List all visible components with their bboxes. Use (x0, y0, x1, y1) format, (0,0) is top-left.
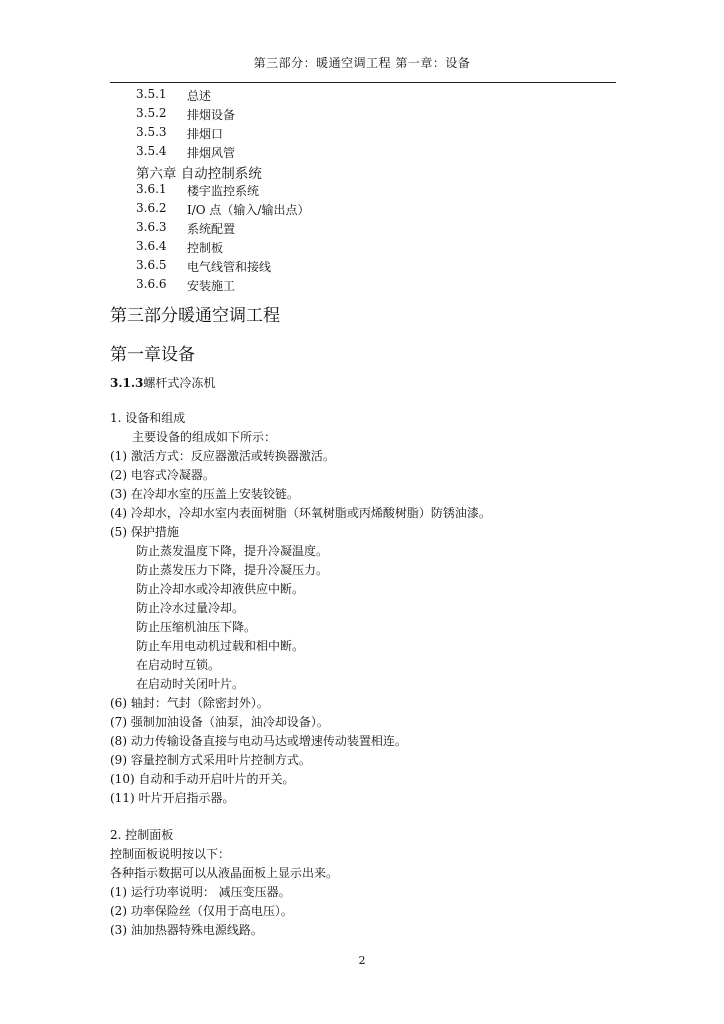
list-item: (6) 轴封：气封（除密封外）。 (110, 696, 269, 710)
sub-item: 防止蒸发压力下降，提升冷凝压力。 (136, 563, 329, 577)
page-number: 2 (358, 954, 366, 967)
sub-item: 在启动时关闭叶片。 (136, 677, 245, 691)
chapter-heading: 第一章设备 (110, 345, 195, 365)
list-item: (8) 动力传输设备直接与电动马达或增速传动装置相连。 (110, 734, 407, 748)
toc-entry-number: 3.6.3 (136, 220, 167, 234)
toc-entry-number: 3.6.4 (136, 239, 167, 253)
list-item: (10) 自动和手动开启叶片的开关。 (110, 772, 295, 786)
list-item: (7) 强制加油设备（油泵，油冷却设备）。 (110, 715, 329, 729)
sub-item: 防止冷却水或冷却液供应中断。 (136, 582, 305, 596)
section-heading (110, 374, 215, 391)
sub-item: 防止压缩机油压下降。 (136, 620, 257, 634)
toc-chapter-title: 第六章 自动控制系统 (136, 166, 262, 182)
toc-entry-title: I/O 点（输入/输出点） (187, 203, 310, 217)
part-heading: 第三部分暖通空调工程 (110, 306, 280, 326)
toc-entry-title: 排烟设备 (187, 108, 236, 122)
toc-entry-number: 3.6.1 (136, 182, 167, 196)
body-text: 各种指示数据可以从液晶面板上显示出来。 (110, 866, 339, 880)
toc-entry-title: 安装施工 (187, 279, 236, 293)
toc-entry-number: 3.5.4 (136, 144, 167, 158)
toc-entry-number: 3.6.6 (136, 277, 167, 291)
toc-entry-title: 电气线管和接线 (187, 260, 272, 274)
list-item: (1) 激活方式：反应器激活或转换器激活。 (110, 449, 335, 463)
toc-entry-title: 排烟口 (187, 127, 224, 141)
toc-entry-number: 3.5.3 (136, 125, 167, 139)
toc-entry-title: 控制板 (187, 241, 224, 255)
toc-entry-number: 3.5.1 (136, 87, 167, 101)
toc-entry-title: 排烟风管 (187, 146, 236, 160)
body-text: 主要设备的组成如下所示： (132, 430, 277, 444)
list-item: (2) 功率保险丝（仅用于高电压）。 (110, 904, 293, 918)
toc-entry-number: 3.5.2 (136, 106, 167, 120)
toc-entry-number: 3.6.5 (136, 258, 167, 272)
section-title: 螺杆式冷冻机 (143, 376, 216, 390)
list-item: (9) 容量控制方式采用叶片控制方式。 (110, 753, 311, 767)
list-item: (3) 在冷却水室的压盖上安装铰链。 (110, 487, 299, 501)
list-item: (3) 油加热器特殊电源线路。 (110, 923, 263, 937)
list-item: (2) 电容式冷凝器。 (110, 468, 215, 482)
sub-item: 防止蒸发温度下降，提升冷凝温度。 (136, 544, 329, 558)
toc-entry-title: 系统配置 (187, 222, 236, 236)
toc-entry-title: 总述 (187, 89, 212, 103)
numbered-heading: 1. 设备和组成 (110, 411, 186, 425)
sub-item: 防止车用电动机过载和相中断。 (136, 639, 305, 653)
list-item: (5) 保护措施 (110, 525, 179, 539)
numbered-heading: 2. 控制面板 (110, 828, 174, 842)
toc-entry-number: 3.6.2 (136, 201, 167, 215)
header-rule (110, 82, 616, 83)
list-item: (4) 冷却水，冷却水室内表面树脂（环氧树脂或丙烯酸树脂）防锈油漆。 (110, 506, 491, 520)
sub-item: 防止冷水过量冷却。 (136, 601, 245, 615)
section-number: 3.1.3 (110, 376, 144, 390)
body-text: 控制面板说明按以下： (110, 847, 231, 861)
list-item: (11) 叶片开启指示器。 (110, 791, 235, 805)
list-item: (1) 运行功率说明： 减压变压器。 (110, 885, 291, 899)
sub-item: 在启动时互锁。 (136, 658, 221, 672)
page-header: 第三部分：暖通空调工程 第一章：设备 (253, 56, 471, 70)
toc-entry-title: 楼宇监控系统 (187, 184, 260, 198)
